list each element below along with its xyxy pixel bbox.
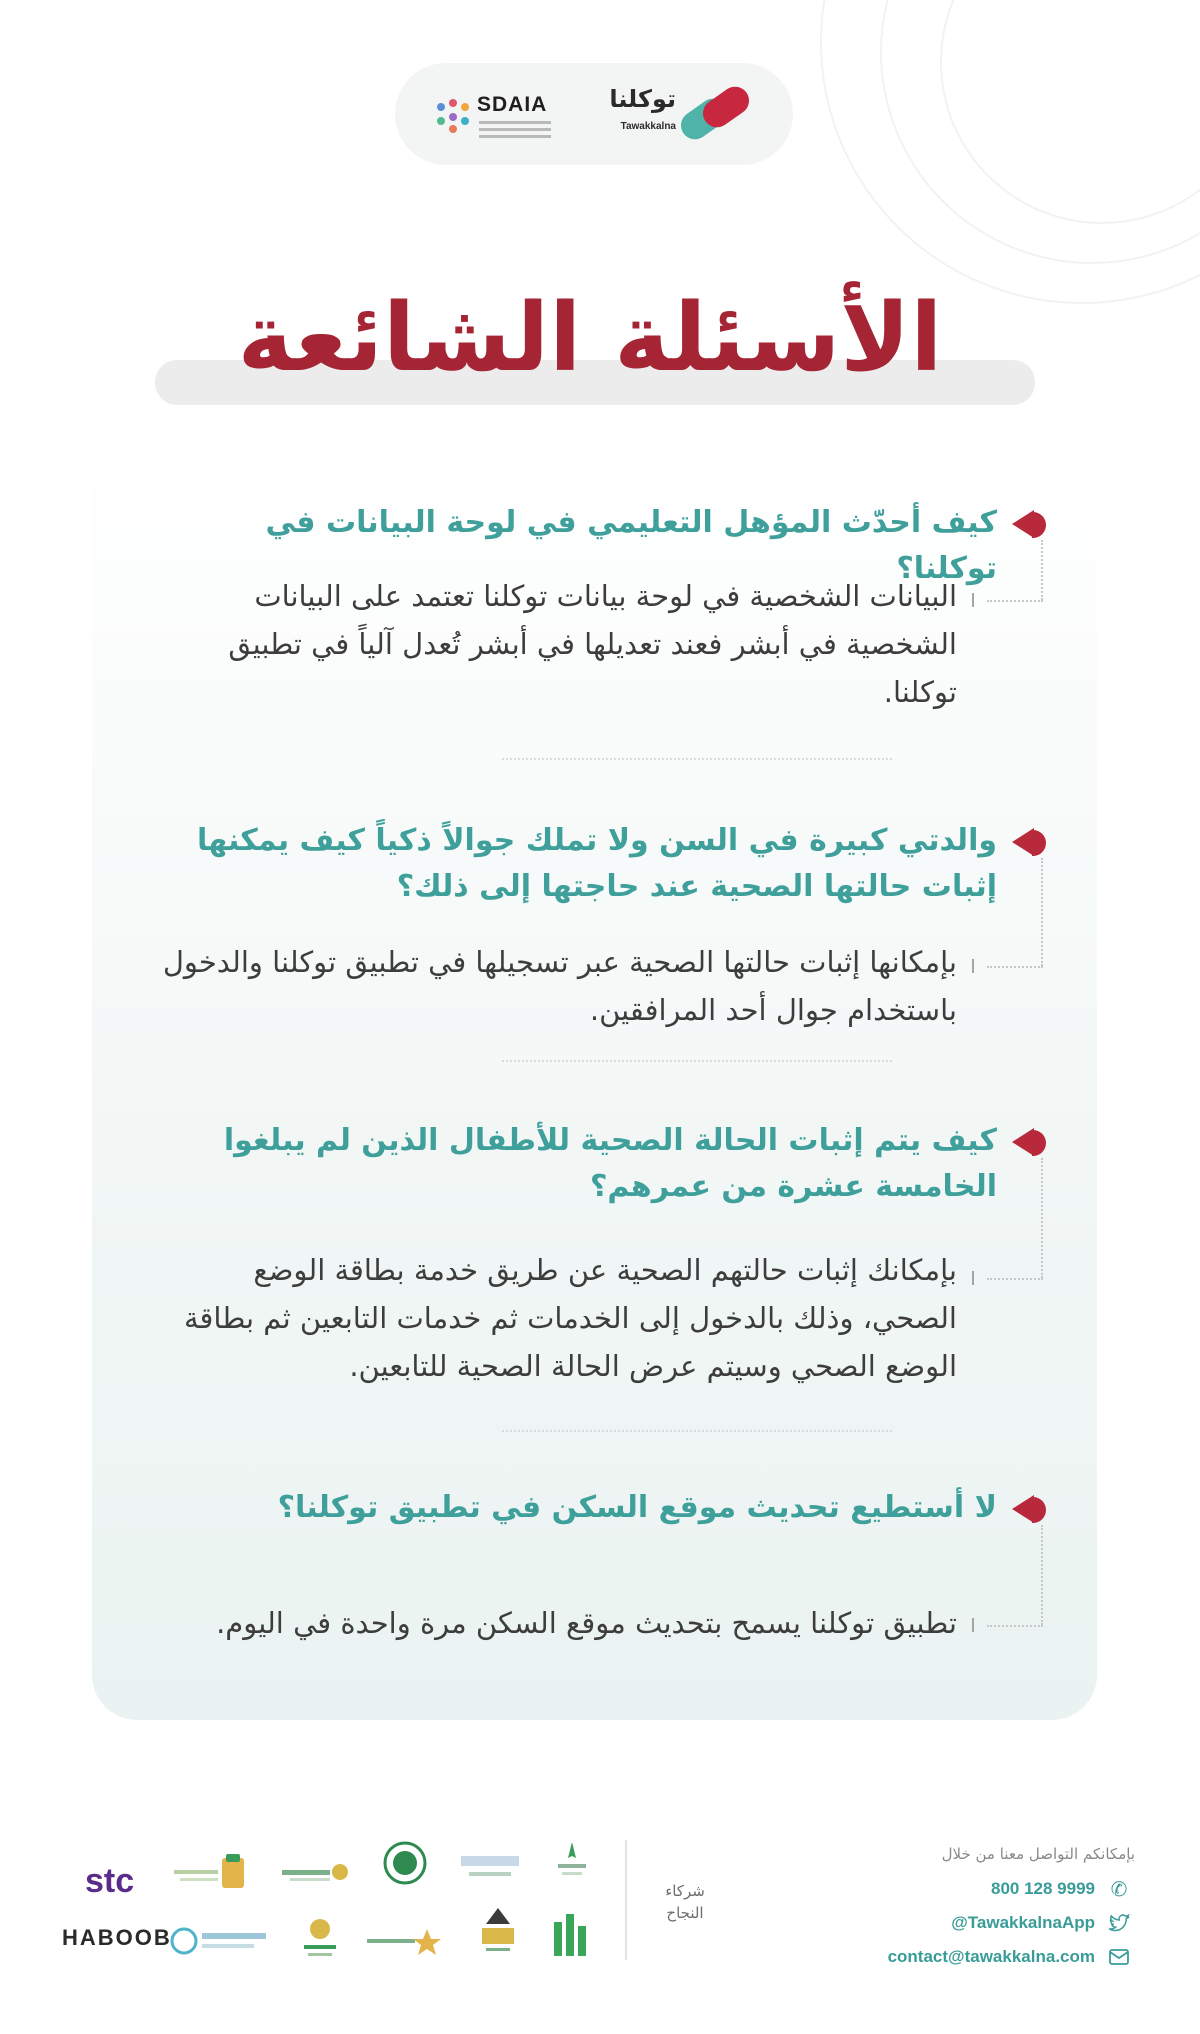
answer-tick: [972, 593, 974, 607]
partners-label-line: شركاء: [665, 1882, 705, 1900]
phone-icon: ✆: [1110, 1877, 1128, 1901]
question-marker-cap: [1032, 1130, 1046, 1156]
email-icon: [1107, 1945, 1131, 1969]
faq-answer: بإمكانها إثبات حالتها الصحية عبر تسجيلها في تطبيق توكلنا والدخول باستخدام جوال أحد المرافقين.: [162, 945, 957, 1027]
partner-logo-icon: [280, 1858, 350, 1888]
email-address[interactable]: contact@tawakkalna.com: [887, 1947, 1095, 1966]
partner-logo-icon: [548, 1838, 596, 1886]
question-marker-cap: [1032, 830, 1046, 856]
answer-connector: [987, 966, 1043, 968]
question-marker-icon: [1012, 1495, 1034, 1523]
twitter-handle[interactable]: @TawakkalnaApp: [951, 1913, 1095, 1932]
stc-logo: stc: [85, 1862, 135, 1900]
partner-logo-icon: [382, 1840, 428, 1886]
connector-line: [1041, 1158, 1043, 1278]
tawakkalna-logo-text: توكلنا: [609, 85, 676, 113]
contact-block: [840, 1845, 1135, 1977]
answer-tick: [972, 1618, 974, 1632]
logo-bar: [395, 63, 793, 165]
answer-connector: [987, 1625, 1043, 1627]
partner-logo-icon: [470, 1902, 526, 1958]
connector-line: [1041, 540, 1043, 600]
contact-heading: بإمكانكم التواصل معنا من خلال: [941, 1845, 1135, 1863]
faq-answer: بإمكانك إثبات حالتهم الصحية عن طريق خدمة بطاقة الوضع الصحي، وذلك بالدخول إلى الخدمات ثم خدمات التابعين ثم بطاقة الوضع الصحي وسيتم عرض الحالة الصحية للتابعين.: [183, 1253, 957, 1383]
haboob-logo: HABOOB: [62, 1925, 172, 1950]
connector-line: [1041, 1525, 1043, 1625]
sdaia-logo-caption: [479, 121, 551, 142]
faq-question: كيف يتم إثبات الحالة الصحية للأطفال الذين لم يبلغوا الخامسة عشرة من عمرهم؟: [223, 1123, 997, 1204]
contact-email[interactable]: [840, 1943, 1135, 1977]
page-title: الأسئلة الشائعة: [237, 284, 943, 393]
partners-label: [640, 1880, 730, 1924]
partner-logo-icon: [296, 1915, 344, 1961]
answer-connector: [987, 600, 1043, 602]
twitter-icon: [1107, 1911, 1131, 1935]
sdaia-logo-icon: [433, 95, 473, 135]
sdaia-logo-text: SDAIA: [477, 93, 548, 116]
answer-tick: [972, 959, 974, 973]
contact-twitter[interactable]: [840, 1909, 1135, 1943]
question-marker-icon: [1012, 1128, 1034, 1156]
question-marker-cap: [1032, 1497, 1046, 1523]
faq-question: لا أستطيع تحديث موقع السكن في تطبيق توكلنا؟: [277, 1490, 997, 1525]
question-marker-cap: [1032, 512, 1046, 538]
footer-divider: [625, 1840, 627, 1960]
faq-divider: [502, 758, 892, 760]
faq-divider: [502, 1430, 892, 1432]
faq-answer: البيانات الشخصية في لوحة بيانات توكلنا تعتمد على البيانات الشخصية في أبشر فعند تعديلها في أبشر تُعدل آلياً في تطبيق توكلنا.: [228, 579, 957, 709]
partner-logo-icon: [365, 1925, 447, 1959]
faq-question: والدتي كبيرة في السن ولا تملك جوالاً ذكياً كيف يمكنها إثبات حالتها الصحية عند حاجتها إلى ذلك؟: [196, 823, 997, 904]
partner-logo-icon: [552, 1908, 588, 1958]
contact-phone[interactable]: [840, 1875, 1135, 1909]
phone-number[interactable]: 800 128 9999: [991, 1879, 1095, 1898]
partner-logo-icon: [168, 1925, 272, 1957]
partner-logo-icon: [455, 1848, 525, 1888]
answer-tick: [972, 1271, 974, 1285]
question-marker-icon: [1012, 828, 1034, 856]
connector-line: [1041, 858, 1043, 966]
faq-answer: تطبيق توكلنا يسمح بتحديث موقع السكن مرة واحدة في اليوم.: [216, 1606, 957, 1640]
question-marker-icon: [1012, 510, 1034, 538]
faq-card: [92, 440, 1097, 1720]
partner-logo-icon: [170, 1852, 248, 1892]
tawakkalna-logo-subtext: Tawakkalna: [620, 121, 676, 132]
faq-question: كيف أحدّث المؤهل التعليمي في لوحة البيانات في توكلنا؟: [265, 505, 997, 586]
tawakkalna-logo-icon: [675, 79, 755, 149]
answer-connector: [987, 1278, 1043, 1280]
partners-label-line: النجاح: [666, 1904, 704, 1922]
faq-divider: [502, 1060, 892, 1062]
